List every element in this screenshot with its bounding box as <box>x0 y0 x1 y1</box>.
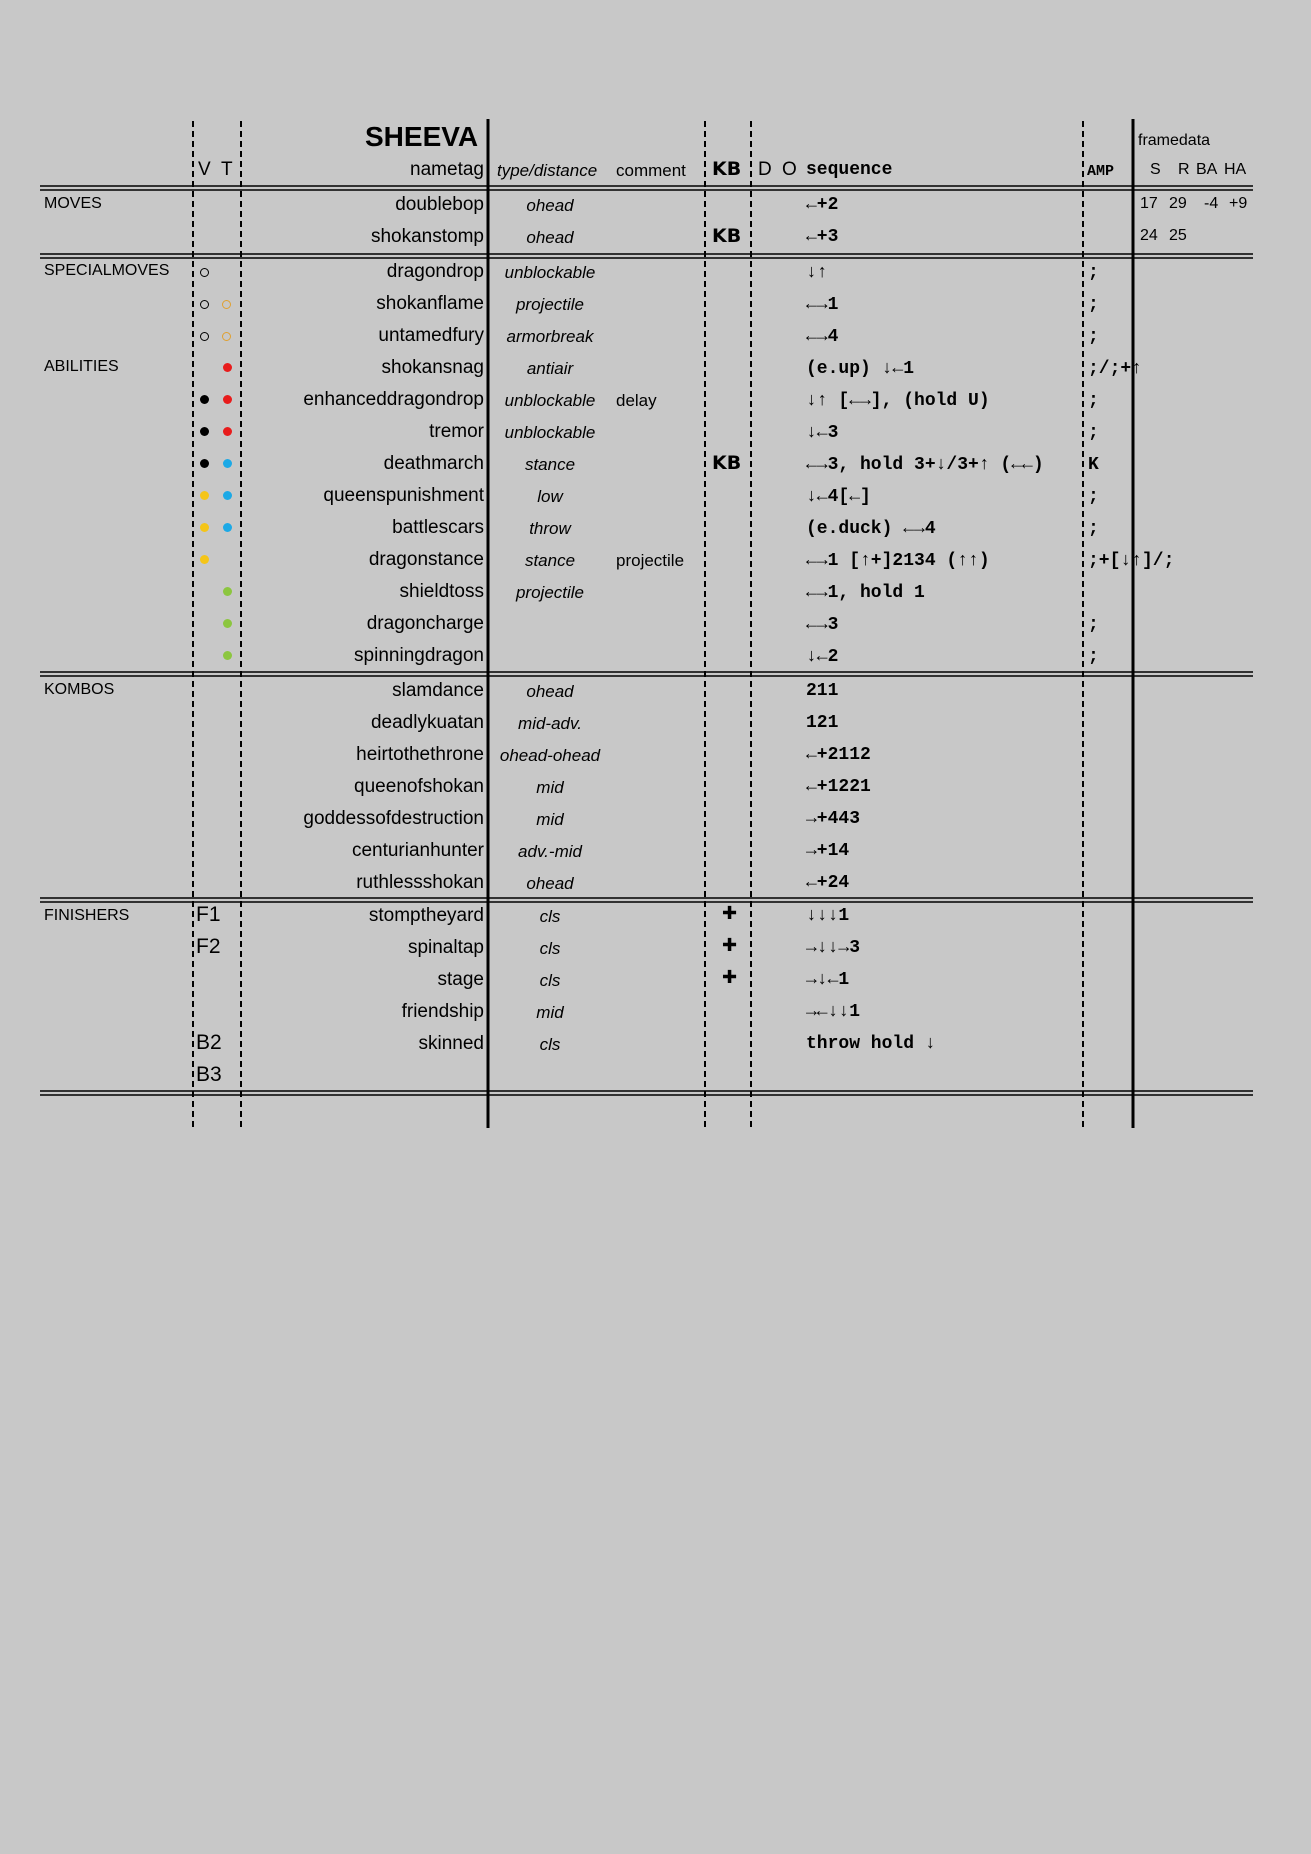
finisher-plus-icon: ✚ <box>722 903 738 924</box>
kombo-sequence: →+14 <box>806 841 850 861</box>
col-d-header: D <box>758 159 772 180</box>
special-name: shokanflame <box>376 293 484 314</box>
kombo-sequence: ←+2112 <box>806 745 871 765</box>
finisher-sequence: →↓↓→3 <box>806 938 861 958</box>
variation-dot-yellow <box>200 555 209 564</box>
kombo-name: heirtothethrone <box>356 744 484 765</box>
variation-dot-black <box>200 395 209 404</box>
move-sequence: ←+3 <box>806 227 839 247</box>
special-name: spinningdragon <box>354 645 484 666</box>
col-sequence-header: sequence <box>806 160 893 180</box>
fd-r-value: 29 <box>1169 195 1187 212</box>
amp-value: ; <box>1088 295 1099 315</box>
section-moves: MOVES <box>44 195 102 212</box>
special-sequence: ←→1 <box>806 295 839 315</box>
special-type: antiair <box>526 359 574 378</box>
finisher-plus-icon: ✚ <box>722 935 738 956</box>
finisher-type: cls <box>539 907 561 926</box>
variation-dot-green <box>223 619 232 628</box>
special-name: battlescars <box>392 517 484 538</box>
kombo-type: ohead <box>526 682 574 701</box>
variation-outline-dot <box>200 300 209 309</box>
special-sequence: ←→1, hold 1 <box>806 583 925 603</box>
move-type: ohead <box>526 228 574 247</box>
special-type: throw <box>529 519 571 538</box>
fd-s-header: S <box>1150 161 1161 178</box>
variation-dot-blue <box>223 491 232 500</box>
special-name: queenspunishment <box>323 485 484 506</box>
amp-value: ;+[↓↑]/; <box>1088 551 1175 571</box>
amp-value: ; <box>1088 263 1099 283</box>
col-v-header: V <box>198 159 211 180</box>
col-amp-header: AMP <box>1087 163 1115 180</box>
variation-outline-dot <box>222 300 231 309</box>
kombo-name: slamdance <box>392 680 484 701</box>
special-name: untamedfury <box>378 325 484 346</box>
special-type: unblockable <box>504 263 596 282</box>
kombo-sequence: 211 <box>806 681 839 701</box>
special-type: unblockable <box>504 391 596 410</box>
special-name: shieldtoss <box>399 581 484 602</box>
variation-outline-dot <box>200 268 209 277</box>
finisher-sequence: ↓↓↓1 <box>806 906 850 926</box>
move-type: ohead <box>526 196 574 215</box>
finisher-type: cls <box>539 1035 561 1054</box>
special-type: stance <box>524 551 576 570</box>
special-sequence: (e.up) ↓←1 <box>806 359 915 379</box>
fd-s-value: 24 <box>1140 227 1158 244</box>
special-sequence: ↓←4[←] <box>806 487 871 507</box>
variation-outline-dot <box>200 332 209 341</box>
variation-dot-green <box>223 587 232 596</box>
finisher-sequence: →↓←1 <box>806 970 850 990</box>
finisher-name: stage <box>437 969 484 990</box>
framedata-header: framedata <box>1138 132 1211 149</box>
special-sequence: ↓↑ [←→], (hold U) <box>806 391 990 411</box>
kombo-sequence: ←+24 <box>806 873 850 893</box>
amp-value: ; <box>1088 487 1099 507</box>
fd-ha-value: +9 <box>1229 195 1248 212</box>
col-nametag-header: nametag <box>410 159 484 180</box>
finisher-name: spinaltap <box>407 937 484 958</box>
kombo-sequence: →+443 <box>806 809 861 829</box>
variation-dot-red <box>223 363 232 372</box>
variation-dot-red <box>223 395 232 404</box>
amp-value: ;/;+↑ <box>1088 359 1143 379</box>
move-name: shokanstomp <box>370 226 484 247</box>
special-name: dragondrop <box>386 261 484 282</box>
amp-value: ; <box>1088 519 1099 539</box>
move-name: doublebop <box>395 194 484 215</box>
finisher-sequence: →←↓↓1 <box>806 1002 861 1022</box>
special-sequence: ↓↑ <box>806 263 828 283</box>
special-name: enhanceddragondrop <box>303 389 484 410</box>
col-o-header: O <box>782 159 797 180</box>
finisher-name: skinned <box>418 1033 484 1054</box>
special-name: dragoncharge <box>366 613 484 634</box>
special-sequence: ←→3, hold 3+↓/3+↑ (←←) <box>806 455 1044 475</box>
col-kb-header: KB <box>712 158 742 180</box>
kombo-type: ohead-ohead <box>499 746 601 765</box>
variation-dot-blue <box>223 523 232 532</box>
amp-value: ; <box>1088 615 1099 635</box>
fd-ba-value: -4 <box>1204 195 1219 212</box>
kombo-name: queenofshokan <box>354 776 484 797</box>
fd-r-value: 25 <box>1169 227 1187 244</box>
special-sequence: ←→1 [↑+]2134 (↑↑) <box>806 551 990 571</box>
finisher-plus-icon: ✚ <box>722 967 738 988</box>
kb-marker: KB <box>712 225 742 247</box>
special-name: dragonstance <box>368 549 484 570</box>
special-comment: delay <box>616 391 657 410</box>
finisher-tag: F1 <box>196 903 221 926</box>
fd-ba-header: BA <box>1196 161 1218 178</box>
variation-dot-red <box>223 427 232 436</box>
kombo-name: deadlykuatan <box>370 712 484 733</box>
finisher-tag: B3 <box>196 1063 222 1086</box>
kombo-type: mid <box>536 810 564 829</box>
variation-dot-yellow <box>200 523 209 532</box>
special-type: armorbreak <box>506 327 594 346</box>
section-abilities: ABILITIES <box>44 358 119 375</box>
finisher-name: stomptheyard <box>368 905 484 926</box>
special-sequence: (e.duck) ←→4 <box>806 519 936 539</box>
col-type-header: type/distance <box>497 161 598 180</box>
kombo-sequence: 121 <box>806 713 839 733</box>
finisher-sequence: throw hold ↓ <box>806 1034 936 1054</box>
finisher-type: cls <box>539 971 561 990</box>
kombo-type: adv.-mid <box>518 842 582 861</box>
special-type: unblockable <box>504 423 596 442</box>
amp-value: ; <box>1088 391 1099 411</box>
variation-dot-black <box>200 427 209 436</box>
variation-dot-green <box>223 651 232 660</box>
section-finishers: FINISHERS <box>44 907 130 924</box>
special-comment: projectile <box>616 551 685 570</box>
kombo-name: goddessofdestruction <box>303 808 484 829</box>
special-type: projectile <box>515 583 585 602</box>
special-sequence: ←→3 <box>806 615 839 635</box>
special-name: tremor <box>429 421 484 442</box>
special-sequence: ←→4 <box>806 327 839 347</box>
section-specialmoves: SPECIALMOVES <box>44 262 170 279</box>
finisher-name: friendship <box>401 1001 484 1022</box>
amp-value: ; <box>1088 327 1099 347</box>
variation-dot-yellow <box>200 491 209 500</box>
fd-s-value: 17 <box>1140 195 1158 212</box>
finisher-tag: B2 <box>196 1031 222 1054</box>
kombo-name: centurianhunter <box>351 840 484 861</box>
special-name: shokansnag <box>381 357 484 378</box>
special-sequence: ↓←3 <box>806 423 839 443</box>
kombo-type: ohead <box>526 874 574 893</box>
special-type: stance <box>524 455 576 474</box>
finisher-type: cls <box>539 939 561 958</box>
fd-r-header: R <box>1178 161 1190 178</box>
finisher-type: mid <box>536 1003 564 1022</box>
col-comment-header: comment <box>616 161 686 180</box>
kb-marker: KB <box>712 452 742 474</box>
kombo-sequence: ←+1221 <box>806 777 871 797</box>
variation-dot-blue <box>223 459 232 468</box>
page-title: SHEEVA <box>365 121 479 152</box>
special-type: projectile <box>515 295 585 314</box>
fd-ha-header: HA <box>1224 161 1247 178</box>
amp-value: K <box>1088 455 1099 475</box>
variation-outline-dot <box>222 332 231 341</box>
col-t-header: T <box>221 159 233 180</box>
special-name: deathmarch <box>383 453 484 474</box>
kombo-name: ruthlessshokan <box>356 872 484 893</box>
kombo-type: mid-adv. <box>518 714 582 733</box>
special-type: low <box>537 487 563 506</box>
finisher-tag: F2 <box>196 935 221 958</box>
amp-value: ; <box>1088 647 1099 667</box>
kombo-type: mid <box>536 778 564 797</box>
amp-value: ; <box>1088 423 1099 443</box>
move-sequence: ←+2 <box>806 195 839 215</box>
section-kombos: KOMBOS <box>44 681 115 698</box>
special-sequence: ↓←2 <box>806 647 839 667</box>
variation-dot-black <box>200 459 209 468</box>
